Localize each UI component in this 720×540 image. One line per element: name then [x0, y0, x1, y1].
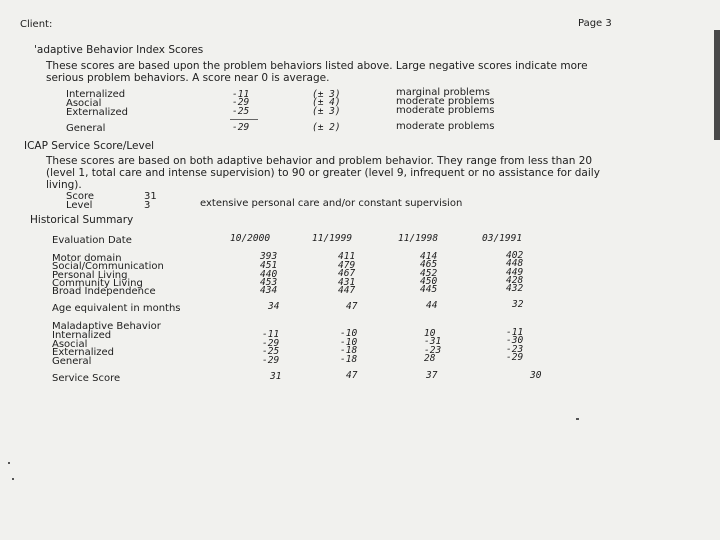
domain-label: Motor domain — [52, 253, 122, 264]
domain-value: 467 — [338, 268, 356, 279]
maladaptive-value: -18 — [340, 354, 358, 365]
domain-value: 452 — [420, 268, 438, 279]
abi-row-range: (± 3) — [312, 89, 341, 100]
maladaptive-value: -29 — [506, 352, 524, 363]
domain-value: 453 — [260, 277, 278, 288]
domain-value: 451 — [260, 260, 278, 271]
icap-desc-line3: living). — [46, 179, 82, 191]
maladaptive-value: -25 — [262, 346, 280, 357]
maladaptive-label: Asocial — [52, 339, 88, 350]
icap-desc-line1: These scores are based on both adaptive behavior and problem behavior. They range from less than 20 — [46, 155, 593, 167]
icap-score-value: 31 — [144, 191, 157, 202]
domain-value: 428 — [506, 275, 524, 286]
maladaptive-value: -31 — [424, 336, 442, 347]
icap-level-desc: extensive personal care and/or constant supervision — [200, 198, 463, 209]
age-value: 47 — [346, 301, 358, 312]
age-value: 34 — [268, 301, 280, 312]
age-value: 32 — [512, 299, 524, 310]
history-date-label: Evaluation Date — [52, 235, 132, 246]
service-score-value: 31 — [270, 371, 282, 382]
abi-row-label: Externalized — [66, 107, 129, 118]
abi-row-desc: moderate problems — [396, 121, 495, 132]
domain-value: 393 — [260, 251, 278, 262]
abi-row-desc: marginal problems — [396, 87, 490, 98]
domain-value: 449 — [506, 267, 524, 278]
age-value: 44 — [426, 300, 438, 311]
domain-label: Social/Communication — [52, 261, 164, 272]
domain-value: 431 — [338, 277, 356, 288]
maladaptive-value: -18 — [340, 345, 358, 356]
abi-desc-line1: These scores are based upon the problem behaviors listed above. Large negative scores indicate more — [46, 60, 588, 72]
domain-label: Personal Living — [52, 270, 128, 281]
domain-value: 434 — [260, 285, 278, 296]
abi-row-score: -11 — [232, 89, 250, 100]
history-date: 10/2000 — [230, 233, 271, 244]
icap-level-label: Level — [66, 200, 93, 211]
abi-row-score: -29 — [232, 97, 250, 108]
maladaptive-value: -30 — [506, 335, 524, 346]
icap-desc-line2: (level 1, total care and intense supervision) to 90 or greater (level 9, infrequent or no assistance for daily — [46, 167, 600, 179]
domain-value: 402 — [506, 250, 524, 261]
maladaptive-value: -10 — [340, 328, 358, 339]
history-date: 11/1999 — [312, 233, 353, 244]
domain-value: 450 — [420, 276, 438, 287]
domain-value: 432 — [506, 283, 524, 294]
abi-row-label: General — [66, 123, 106, 134]
maladaptive-label: Externalized — [52, 347, 115, 358]
maladaptive-value: -23 — [424, 345, 442, 356]
maladaptive-value: -29 — [262, 338, 280, 349]
domain-value: 445 — [420, 284, 438, 295]
abi-desc-line2: serious problem behaviors. A score near 0 is average. — [46, 72, 330, 84]
service-score-value: 47 — [346, 370, 358, 381]
abi-title: 'adaptive Behavior Index Scores — [34, 44, 204, 56]
abi-row-score: -25 — [232, 106, 250, 117]
abi-row-desc: moderate problems — [396, 96, 495, 107]
abi-row-range: (± 3) — [312, 106, 341, 117]
scan-edge-shadow — [714, 30, 720, 140]
maladaptive-value: -11 — [506, 327, 524, 338]
maladaptive-value: -23 — [506, 344, 524, 355]
abi-row-label: Asocial — [66, 98, 102, 109]
maladaptive-value: -11 — [262, 329, 280, 340]
history-date: 11/1998 — [398, 233, 439, 244]
maladaptive-value: -29 — [262, 355, 280, 366]
service-score-value: 37 — [426, 370, 438, 381]
domain-value: 411 — [338, 251, 356, 262]
domain-label: Broad Independence — [52, 286, 156, 297]
abi-row-desc: moderate problems — [396, 105, 495, 116]
abi-row-range: (± 2) — [312, 122, 341, 133]
maladaptive-label: Internalized — [52, 330, 112, 341]
abi-row-label: Internalized — [66, 89, 126, 100]
client-label: Client: — [20, 19, 53, 30]
age-label: Age equivalent in months — [52, 303, 181, 314]
scan-speck — [12, 478, 14, 480]
abi-row-score: -29 — [232, 122, 250, 133]
page-number: Page 3 — [578, 18, 612, 29]
domain-value: 447 — [338, 285, 356, 296]
service-score-label: Service Score — [52, 373, 121, 384]
service-score-value: 30 — [530, 370, 542, 381]
scan-speck — [8, 462, 10, 464]
domain-value: 448 — [506, 258, 524, 269]
domain-label: Community Living — [52, 278, 143, 289]
icap-score-label: Score — [66, 191, 95, 202]
icap-level-value: 3 — [144, 200, 151, 211]
icap-title: ICAP Service Score/Level — [24, 140, 155, 152]
domain-value: 440 — [260, 269, 278, 280]
scan-speck — [576, 418, 579, 420]
domain-value: 465 — [420, 259, 438, 270]
history-date: 03/1991 — [482, 233, 523, 244]
maladaptive-value: -10 — [340, 337, 358, 348]
history-title: Historical Summary — [30, 214, 134, 226]
domain-value: 414 — [420, 251, 438, 262]
maladaptive-value: 28 — [424, 353, 436, 364]
domain-value: 479 — [338, 260, 356, 271]
maladaptive-value: 10 — [424, 328, 436, 339]
sum-rule — [230, 119, 258, 120]
abi-row-range: (± 4) — [312, 97, 341, 108]
maladaptive-label: General — [52, 356, 92, 367]
maladaptive-title: Maladaptive Behavior — [52, 321, 161, 332]
